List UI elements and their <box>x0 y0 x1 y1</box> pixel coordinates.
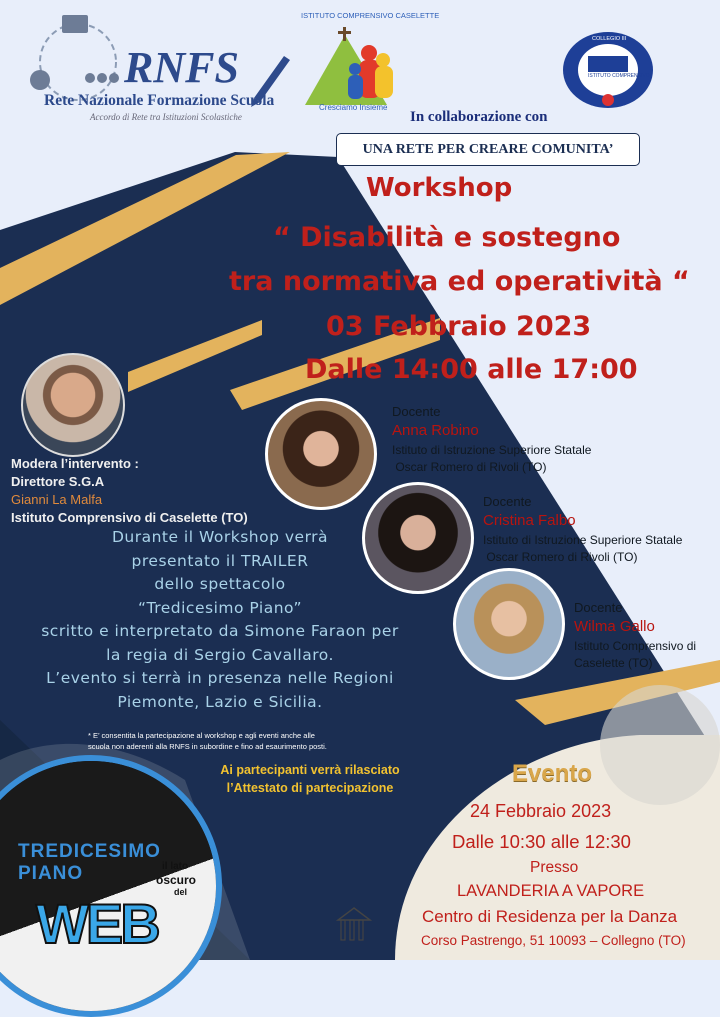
rnfs-logo <box>28 12 288 127</box>
description-line: “Tredicesimo Piano” <box>138 598 302 617</box>
event-center: Centro di Residenza per la Danza <box>422 907 678 926</box>
description-line: Durante il Workshop verrà <box>111 528 329 546</box>
workshop-time: Dalle 14:00 alle 17:00 <box>305 354 638 385</box>
speaker-photo-anna <box>265 398 377 510</box>
moderator-role: Direttore S.G.A <box>11 474 105 489</box>
event-venue: LAVANDERIA A VAPORE <box>457 882 645 900</box>
event-time: Dalle 10:30 alle 12:30 <box>452 831 631 852</box>
description-block <box>0 526 440 714</box>
speaker-role: Docente <box>392 404 441 419</box>
description-line: Piemonte, Lazio e Sicilia. <box>117 692 323 711</box>
certificate-line: l’Attestato di partecipazione <box>226 781 394 795</box>
description-line: dello spettacolo <box>154 575 286 593</box>
event-date: 24 Febbraio 2023 <box>470 801 612 821</box>
footnote-line: * E’ consentita la partecipazione al workshop e agli eventi anche alle <box>88 731 315 740</box>
moderator-photo <box>21 353 125 457</box>
speaker-institution: Istituto di Istruzione Superiore Statale <box>392 443 592 457</box>
speaker-name: Cristina Falbo <box>483 512 576 529</box>
speaker-role: Docente <box>574 600 623 615</box>
description-line: presentato il TRAILER <box>131 551 309 570</box>
school-emblem-icon <box>295 5 415 113</box>
footnote <box>88 730 418 752</box>
show-logo-tag-2: oscuro <box>156 873 197 887</box>
network-icon <box>28 12 128 102</box>
collegio-logo-text: COLLEGIO III <box>592 36 627 42</box>
school-logo-text-top: ISTITUTO COMPRENSIVO CASELETTE <box>301 11 440 20</box>
certificate-line: Ai partecipanti verrà rilasciato <box>220 763 400 777</box>
footnote-line: scuola non aderenti alla RNFS in subordine e fino ad esaurimento posti. <box>88 742 327 751</box>
speaker-institution: Istituto di Istruzione Superiore Statale <box>483 533 683 547</box>
description-line: scritto e interpretato da Simone Faraon per <box>41 622 399 640</box>
speaker-block-cristina <box>483 494 682 566</box>
school-logo-text-bottom: Cresciamo Insieme <box>319 103 388 112</box>
show-logo <box>0 755 222 1017</box>
description-line: L’evento si terrà in presenza nelle Regioni <box>46 669 394 687</box>
collegio-logo <box>558 28 658 110</box>
speaker-photo-wilma <box>453 568 565 680</box>
speaker-institution-city: Oscar Romero di Rivoli (TO) <box>392 460 547 474</box>
event-block <box>420 760 720 788</box>
speaker-institution-city: Caselette (TO) <box>574 656 653 670</box>
speaker-block-anna <box>392 404 591 476</box>
workshop-title: Workshop <box>366 173 513 203</box>
community-box-text: UNA RETE PER CREARE COMUNITA’ <box>362 142 614 157</box>
show-logo-tag-1: il lato <box>162 861 189 872</box>
event-presso: Presso <box>530 859 579 876</box>
rnfs-tagline: Accordo di Rete tra Istituzioni Scolastiche <box>90 112 242 122</box>
show-logo-title-2: PIANO <box>18 863 84 884</box>
speaker-name: Wilma Gallo <box>574 618 655 635</box>
event-title: Evento <box>511 760 592 787</box>
show-logo-web: WEB <box>36 892 158 955</box>
event-address: Corso Pastrengo, 51 10093 – Collegno (TO) <box>421 933 686 948</box>
speaker-name: Anna Robino <box>392 422 479 439</box>
workshop-date: 03 Febbraio 2023 <box>326 311 592 342</box>
workshop-subtitle-2: tra normativa ed operatività “ <box>229 266 690 297</box>
description-line: la regia di Sergio Cavallaro. <box>106 645 334 664</box>
speaker-block-wilma <box>574 600 696 672</box>
show-logo-tag-3: del <box>174 887 188 897</box>
community-box <box>336 133 640 166</box>
school-logo <box>295 5 440 113</box>
venue-logo-icon <box>336 904 372 944</box>
speaker-institution: Istituto Comprensivo di <box>574 639 697 653</box>
speaker-institution-city: Oscar Romero di Rivoli (TO) <box>483 550 638 564</box>
rnfs-subtitle: Rete Nazionale Formazione Scuola <box>44 92 275 109</box>
moderator-name: Gianni La Malfa <box>11 492 103 507</box>
collaboration-label: In collaborazione con <box>410 109 548 125</box>
workshop-subtitle-1: “ Disabilità e sostegno <box>273 222 621 253</box>
moderator-label: Modera l’intervento : <box>11 456 139 471</box>
moderator-institution: Istituto Comprensivo di Caselette (TO) <box>11 510 248 525</box>
show-logo-title-1: TREDICESIMO <box>18 841 161 862</box>
collegio-logo-sub: ISTITUTO COMPRENSIVO <box>588 73 650 79</box>
rnfs-logo-text: RNFS <box>124 43 239 92</box>
speaker-role: Docente <box>483 494 532 509</box>
